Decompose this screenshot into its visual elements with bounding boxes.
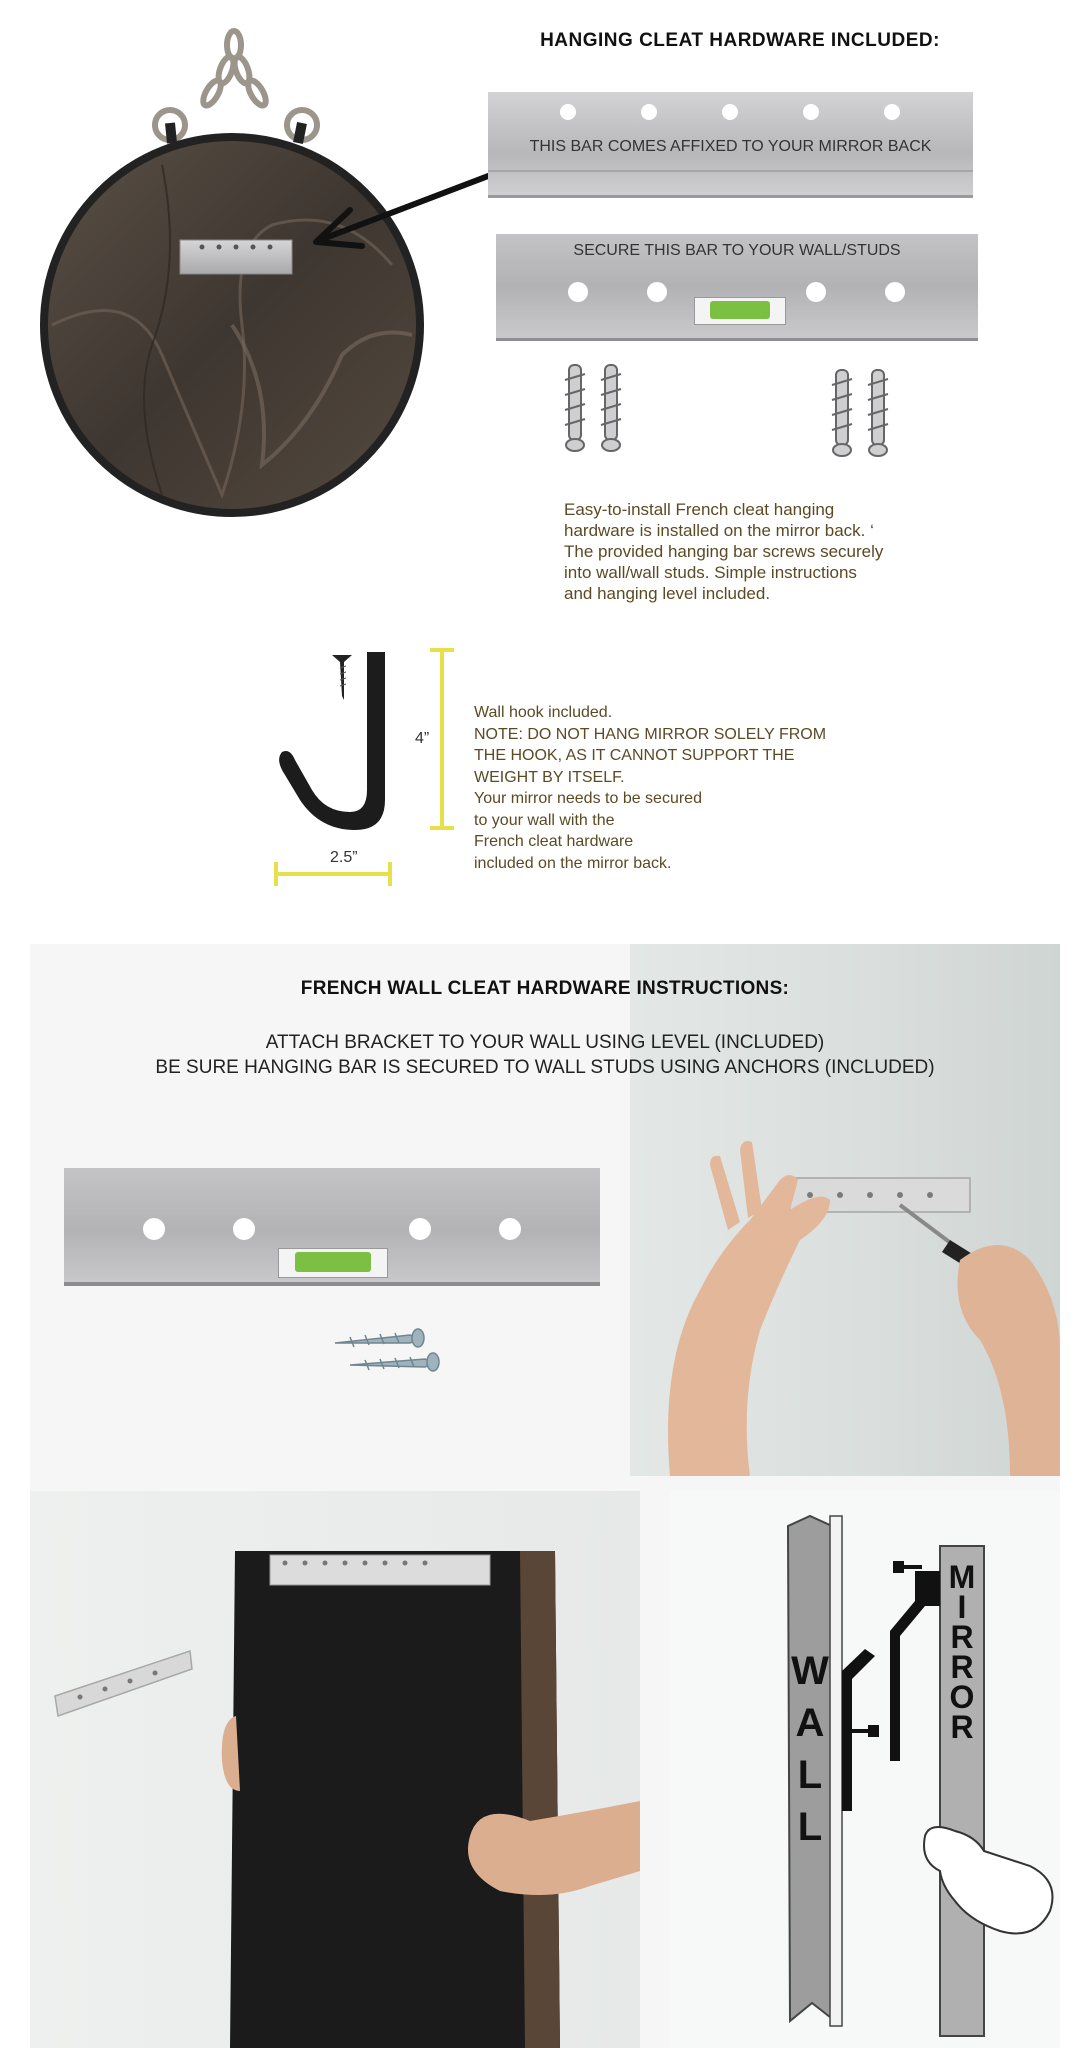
anchor-screws-icon (330, 1325, 450, 1385)
mirror-cleat-bar (488, 92, 973, 198)
mirror-label (942, 1559, 982, 1745)
install-line: The provided hanging bar screws securely (564, 542, 884, 561)
hook-line: NOTE: DO NOT HANG MIRROR SOLELY FROM (474, 725, 827, 743)
wall-label (790, 1645, 830, 1853)
mirror-letter: I (957, 1589, 967, 1625)
instruction-line: BE SURE HANGING BAR IS SECURED TO WALL STUDS USING ANCHORS (INCLUDED) (155, 1057, 935, 1078)
mirror-bar-label: THIS BAR COMES AFFIXED TO YOUR MIRROR BACK (529, 138, 932, 155)
wall-bar-label: SECURE THIS BAR TO YOUR WALL/STUDS (573, 242, 901, 259)
instructions-title: FRENCH WALL CLEAT HARDWARE INSTRUCTIONS: (300, 978, 790, 999)
hook-width-label: 2.5” (330, 849, 358, 866)
wall-cleat-bar (496, 234, 978, 341)
level-vial (694, 297, 786, 325)
mirror-letter: R (950, 1649, 974, 1685)
hook-line: WEIGHT BY ITSELF. (474, 768, 625, 786)
mirror-letter: R (950, 1709, 974, 1745)
level-bubble (295, 1252, 371, 1272)
install-line: into wall/wall studs. Simple instructions (564, 563, 857, 582)
bar-edge (488, 170, 973, 172)
hook-description (474, 702, 944, 874)
wall-letter: A (795, 1701, 825, 1745)
wall-letter: L (797, 1753, 823, 1797)
install-description (564, 499, 964, 604)
level-vial (278, 1248, 388, 1278)
wall-letter: L (797, 1805, 823, 1849)
install-line: and hanging level included. (564, 584, 771, 603)
mirror-hanging-photo (30, 1491, 640, 2048)
hook-line: THE HOOK, AS IT CANNOT SUPPORT THE (474, 747, 795, 764)
mirror-back-photo (12, 25, 442, 540)
level-bubble (710, 301, 770, 319)
mirror-letter: M (948, 1559, 976, 1595)
instructions-subtitle (30, 1030, 1060, 1080)
hands-installing-photo (630, 1110, 1060, 1476)
hook-line: French cleat hardware (474, 833, 634, 850)
mirror-letter: R (950, 1619, 974, 1655)
page-title: HANGING CLEAT HARDWARE INCLUDED: (540, 30, 940, 51)
hook-line: Your mirror needs to be secured (474, 790, 702, 807)
instruction-line: ATTACH BRACKET TO YOUR WALL USING LEVEL (INCLUDED) (265, 1032, 825, 1053)
screw-icon (332, 655, 352, 700)
wall-anchor-icons (555, 360, 905, 460)
cleat-diagram (670, 1491, 1060, 2048)
wall-letter: W (791, 1649, 829, 1693)
cleat-holes (64, 1208, 600, 1248)
install-line: Easy-to-install French cleat hanging (564, 500, 835, 519)
hook-line: included on the mirror back. (474, 854, 672, 872)
hook-line: to your wall with the (474, 811, 615, 829)
wall-cleat-bar-large (64, 1168, 600, 1286)
install-line: hardware is installed on the mirror back. ‘ (564, 521, 874, 540)
mirror-letter: O (949, 1679, 975, 1715)
cleat-holes (488, 92, 973, 132)
hook-line: Wall hook included. (474, 704, 613, 721)
hook-height-label: 4” (415, 730, 430, 747)
